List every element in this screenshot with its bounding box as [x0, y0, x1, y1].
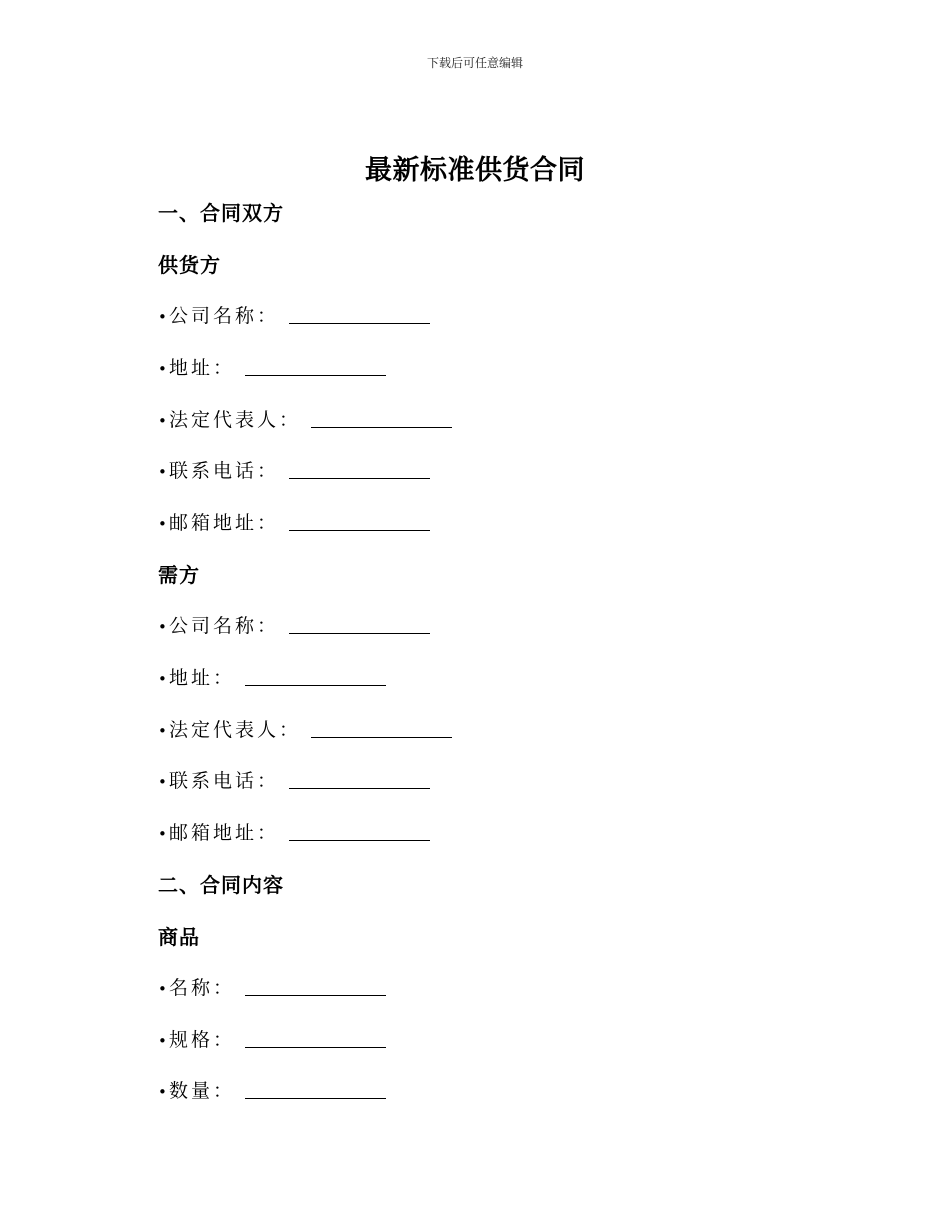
- field-label: 地址：: [169, 667, 236, 689]
- section-heading-content: 二、合同内容: [158, 873, 284, 897]
- bullet: •: [158, 722, 167, 740]
- bullet: •: [158, 360, 167, 378]
- field-label: 联系电话：: [169, 770, 280, 792]
- blank-line: [289, 787, 430, 789]
- blank-line: [289, 839, 430, 841]
- header-note: 下载后可任意编辑: [426, 56, 523, 70]
- bullet: •: [158, 463, 167, 481]
- blank-line: [245, 374, 386, 376]
- blank-line: [289, 529, 430, 531]
- bullet: •: [158, 825, 167, 843]
- field-label: 邮箱地址：: [169, 822, 280, 844]
- field-label: 地址：: [169, 357, 236, 379]
- buyer-legal-rep-field: [158, 715, 452, 742]
- bullet: •: [158, 1083, 167, 1101]
- field-label: 公司名称：: [169, 305, 280, 327]
- blank-line: [311, 426, 452, 428]
- buyer-email-field: [158, 818, 430, 845]
- supplier-email-field: [158, 508, 430, 535]
- buyer-address-field: [158, 663, 386, 690]
- field-label: 公司名称：: [169, 615, 280, 637]
- bullet: •: [158, 773, 167, 791]
- blank-line: [311, 736, 452, 738]
- blank-line: [245, 684, 386, 686]
- blank-line: [289, 632, 430, 634]
- blank-line: [245, 1046, 386, 1048]
- goods-spec-field: [158, 1025, 386, 1052]
- goods-name-field: [158, 973, 386, 1000]
- subheading-buyer: 需方: [158, 563, 200, 587]
- bullet: •: [158, 980, 167, 998]
- blank-line: [289, 322, 430, 324]
- field-label: 法定代表人：: [169, 409, 302, 431]
- supplier-company-name-field: [158, 301, 430, 328]
- bullet: •: [158, 308, 167, 326]
- field-label: 规格：: [169, 1029, 236, 1051]
- blank-line: [245, 994, 386, 996]
- subheading-supplier: 供货方: [158, 253, 221, 277]
- buyer-phone-field: [158, 766, 430, 793]
- field-label: 法定代表人：: [169, 719, 302, 741]
- section-heading-parties: 一、合同双方: [158, 201, 284, 225]
- bullet: •: [158, 670, 167, 688]
- supplier-phone-field: [158, 456, 430, 483]
- field-label: 邮箱地址：: [169, 512, 280, 534]
- buyer-company-name-field: [158, 611, 430, 638]
- bullet: •: [158, 1032, 167, 1050]
- field-label: 名称：: [169, 977, 236, 999]
- bullet: •: [158, 515, 167, 533]
- document-title: 最新标准供货合同: [365, 155, 585, 186]
- subheading-goods: 商品: [158, 925, 200, 949]
- blank-line: [245, 1097, 386, 1099]
- blank-line: [289, 477, 430, 479]
- bullet: •: [158, 618, 167, 636]
- supplier-legal-rep-field: [158, 405, 452, 432]
- supplier-address-field: [158, 353, 386, 380]
- field-label: 联系电话：: [169, 460, 280, 482]
- field-label: 数量：: [169, 1080, 236, 1102]
- bullet: •: [158, 412, 167, 430]
- goods-quantity-field: [158, 1076, 386, 1103]
